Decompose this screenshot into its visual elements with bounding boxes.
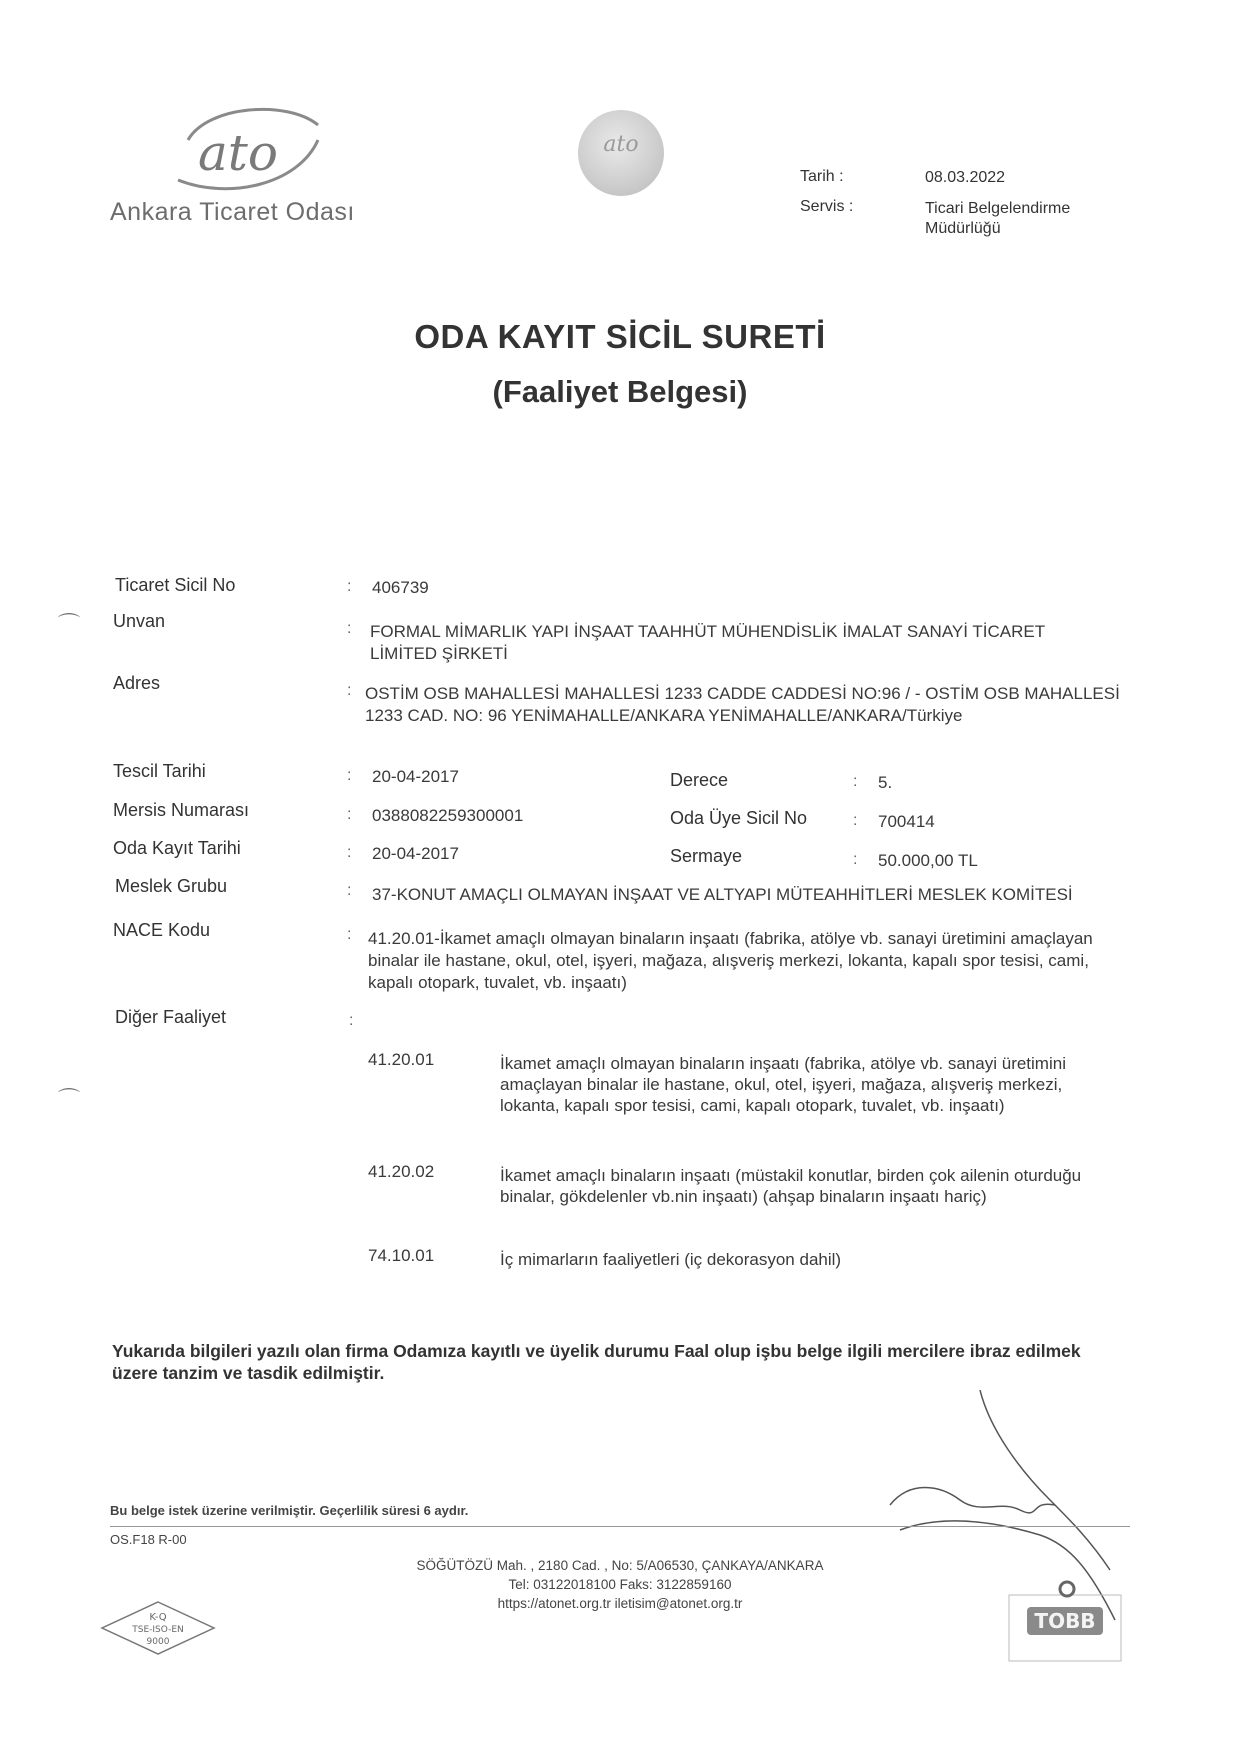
colon: : — [853, 812, 858, 829]
colon: : — [853, 851, 858, 868]
colon: : — [347, 682, 352, 699]
colon: : — [347, 620, 352, 637]
colon: : — [347, 926, 352, 943]
tobb-logo-icon — [1005, 1575, 1125, 1665]
label-ticaret-sicil-no: Ticaret Sicil No — [115, 575, 236, 595]
value-oda-uye-sicil-no: 700414 — [878, 812, 935, 831]
label-meslek-grubu: Meslek Grubu — [115, 876, 228, 896]
label-oda-uye-sicil-no: Oda Üye Sicil No — [670, 808, 808, 828]
label-sermaye: Sermaye — [670, 846, 743, 866]
footer-web-email: https://atonet.org.tr iletisim@atonet.org.tr — [497, 1596, 743, 1611]
label-nace-kodu: NACE Kodu — [113, 920, 211, 940]
label-tescil-tarihi: Tescil Tarihi — [113, 761, 206, 781]
value-derece: 5. — [878, 773, 893, 792]
date-value: 08.03.2022 — [925, 169, 1006, 186]
colon: : — [347, 578, 352, 595]
kq-text: 9000 — [146, 1637, 170, 1647]
seal-stamp — [578, 110, 664, 196]
value-oda-kayit-tarihi: 20-04-2017 — [372, 844, 459, 863]
document-title: ODA KAYIT SİCİL SURETİ — [414, 318, 826, 355]
ato-logo — [108, 100, 388, 230]
kq-certification-icon — [98, 1598, 218, 1658]
margin-mark: ⌒ — [58, 1087, 81, 1112]
seal-text: ato — [603, 132, 639, 157]
activity-description: İç mimarların faaliyetleri (iç dekorasyon dahil) — [500, 1250, 842, 1269]
value-mersis: 0388082259300001 — [372, 806, 524, 825]
service-label: Servis : — [800, 198, 854, 215]
label-oda-kayit-tarihi: Oda Kayıt Tarihi — [113, 838, 241, 858]
activity-code: 41.20.02 — [368, 1162, 435, 1181]
colon: : — [347, 806, 352, 823]
logo-mark-text: ato — [198, 124, 279, 182]
colon: : — [853, 773, 858, 790]
kq-text: K-Q — [149, 1612, 167, 1623]
label-derece: Derece — [670, 770, 729, 790]
activity-description: İkamet amaçlı binaların inşaatı (müstakil konutlar, birden çok ailenin oturduğu binalar, gökdelenler vb.nin inşaatı) (ahşap binaların inşaatı hariç) — [500, 1166, 1082, 1206]
activity-code: 41.20.01 — [368, 1050, 435, 1069]
activity-description: İkamet amaçlı olmayan binaların inşaatı (fabrika, atölye vb. sanayi üretimini amaçlayan binalar ile hastane, okul, otel, işyeri, mağaza, alışveriş merkezi, lokanta, kapalı spor tesisi, cami, kapalı otopark, tuvalet, vb. inşaatı) — [500, 1054, 1066, 1115]
colon: : — [347, 882, 352, 899]
value-sermaye: 50.000,00 TL — [878, 851, 978, 870]
value-adres: OSTİM OSB MAHALLESİ MAHALLESİ 1233 CADDE CADDESİ NO:96 / - OSTİM OSB MAHALLESİ 1233 CAD. NO: 96 YENİMAHALLE/ANKARA YENİMAHALLE/ANKARA/Türkiye — [365, 684, 1120, 725]
label-adres: Adres — [113, 673, 161, 693]
logo-text: Ankara Ticaret Odası — [110, 198, 355, 226]
activity-code: 74.10.01 — [368, 1246, 435, 1265]
service-value: Ticari Belgelendirme Müdürlüğü — [925, 200, 1071, 237]
colon: : — [347, 844, 352, 861]
label-mersis: Mersis Numarası — [113, 800, 250, 820]
form-code: OS.F18 R-00 — [110, 1532, 187, 1547]
kq-text: TSE-ISO-EN — [132, 1625, 184, 1635]
footer-divider — [110, 1526, 1130, 1527]
value-tescil-tarihi: 20-04-2017 — [372, 767, 459, 786]
footer-address: SÖĞÜTÖZÜ Mah. , 2180 Cad. , No: 5/A06530, ÇANKAYA/ANKARA — [416, 1558, 824, 1573]
closing-statement: Yukarıda bilgileri yazılı olan firma Odamıza kayıtlı ve üyelik durumu Faal olup işbu belge ilgili mercilere ibraz edilmek üzere tanzim ve tasdik edilmiştir. — [112, 1341, 1081, 1383]
margin-mark: ⌒ — [58, 612, 81, 637]
document-subtitle: (Faaliyet Belgesi) — [492, 374, 748, 409]
tobb-text: TOBB — [1034, 1609, 1096, 1633]
date-label: Tarih : — [800, 168, 844, 185]
value-meslek-grubu: 37-KONUT AMAÇLI OLMAYAN İNŞAAT VE ALTYAPI MÜTEAHHİTLERİ MESLEK KOMİTESİ — [372, 885, 1073, 904]
value-nace-kodu: 41.20.01-İkamet amaçlı olmayan binaların inşaatı (fabrika, atölye vb. sanayi üretimini amaçlayan binalar ile hastane, okul, otel, işyeri, mağaza, alışveriş merkezi, lokanta, kapalı spor tesisi, cami, kapalı otopark, tuvalet, vb. inşaatı) — [368, 929, 1093, 992]
label-diger-faaliyet: Diğer Faaliyet — [115, 1007, 227, 1027]
footer-phone: Tel: 03122018100 Faks: 3122859160 — [508, 1577, 732, 1592]
colon: : — [349, 1012, 354, 1029]
colon: : — [347, 767, 352, 784]
value-ticaret-sicil-no: 406739 — [372, 578, 429, 597]
ato-logo-mark-icon — [168, 100, 328, 200]
value-unvan: FORMAL MİMARLIK YAPI İNŞAAT TAAHHÜT MÜHENDİSLİK İMALAT SANAYİ TİCARET LİMİTED ŞİRKETİ — [370, 622, 1045, 663]
label-unvan: Unvan — [113, 611, 166, 631]
validity-note: Bu belge istek üzerine verilmiştir. Geçerlilik süresi 6 aydır. — [110, 1503, 469, 1518]
